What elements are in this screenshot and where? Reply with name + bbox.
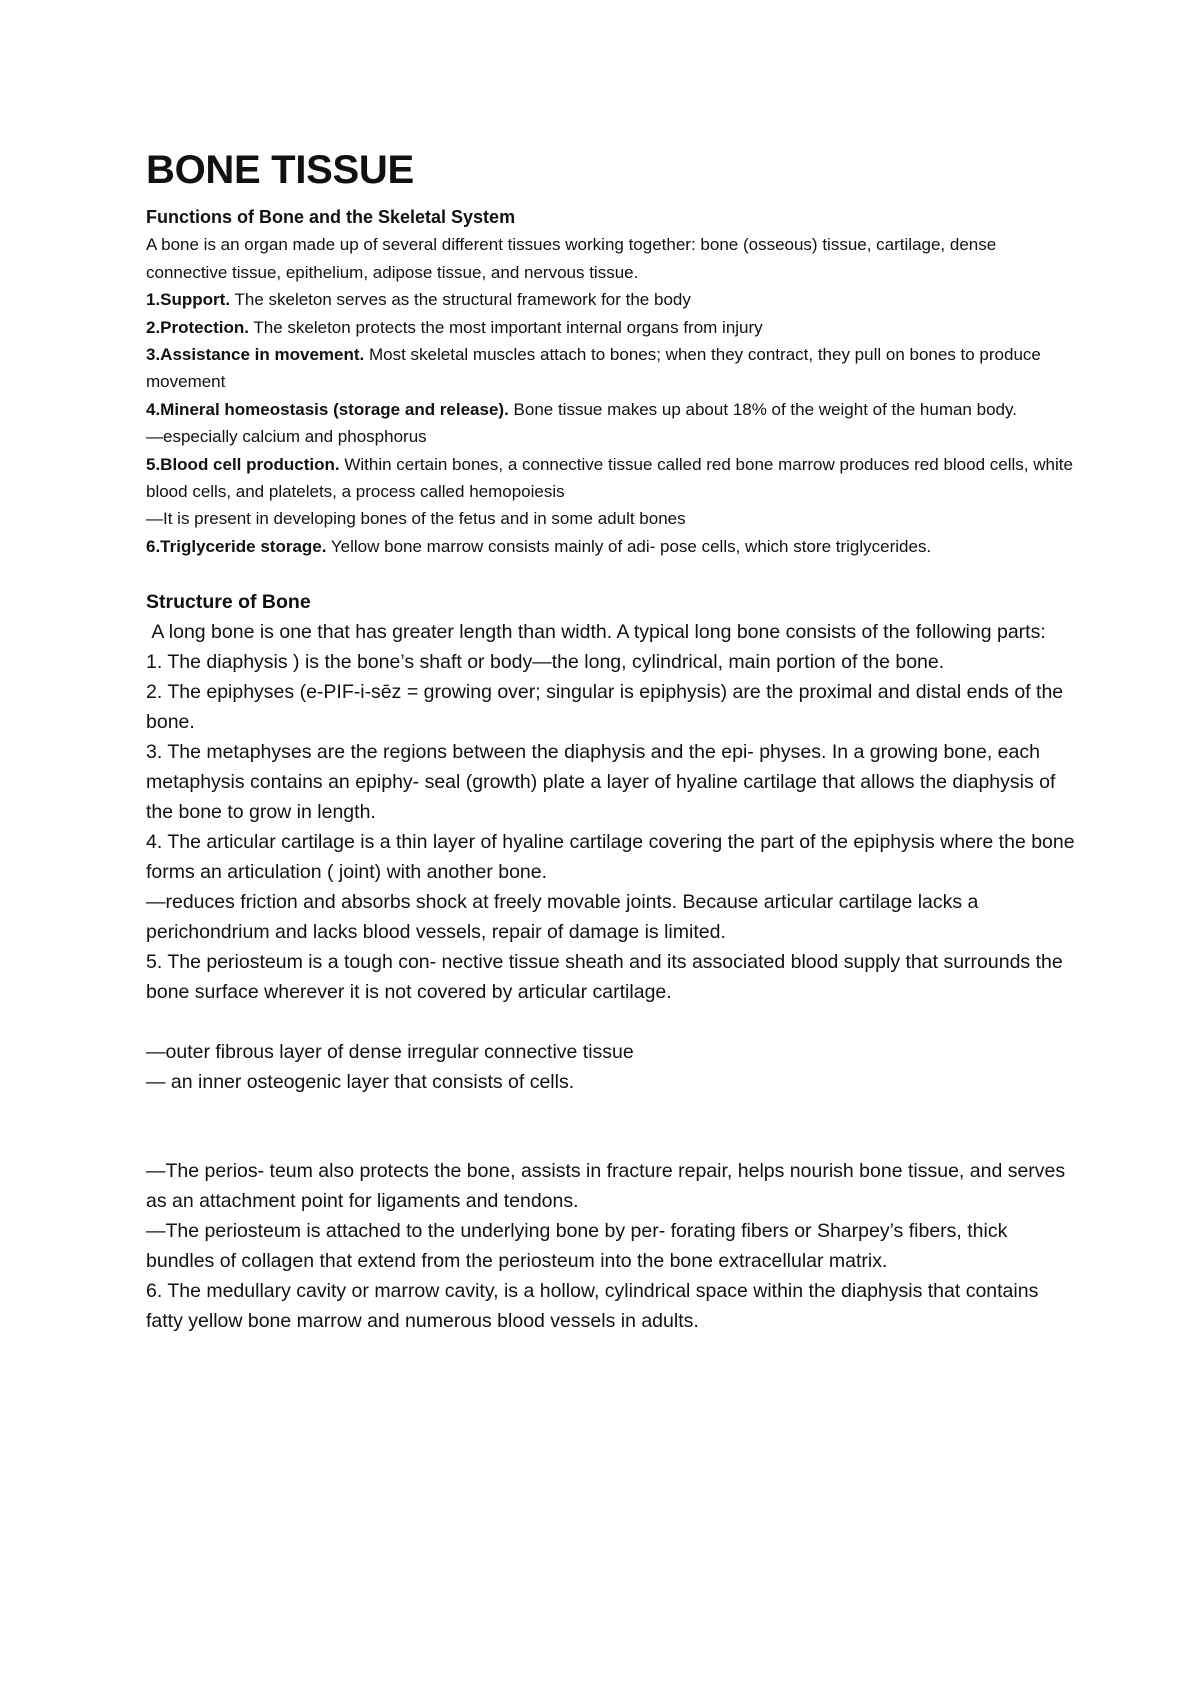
function-item-label: 4.Mineral homeostasis (storage and release). [146, 399, 509, 419]
function-item-text: Bone tissue makes up about 18% of the weight of the human body. [508, 399, 1017, 419]
blank-line [146, 1007, 1076, 1037]
function-note [146, 423, 1076, 450]
document-page [146, 150, 1076, 1336]
structure-paragraph: 3. The metaphyses are the regions between the diaphysis and the epi- physes. In a growing bone, each metaphysis contains an epiphy- seal (growth) plate a layer of hyaline cartilage that allows the diaphysis of the bone to grow in length. [146, 741, 1056, 824]
function-item-text: The skeleton serves as the structural framework for the body [230, 290, 691, 310]
structure-paragraph: 4. The articular cartilage is a thin layer of hyaline cartilage covering the part of the epiphysis where the bone forms an articulation ( joint) with another bone. [146, 831, 1075, 884]
function-item-label: 1.Support. [146, 290, 231, 310]
function-item-label: 6.Triglyceride storage. [146, 536, 327, 556]
function-item [146, 341, 1076, 396]
page-title: BONE TISSUE [146, 148, 414, 192]
structure-paragraph: 1. The diaphysis ) is the bone’s shaft or body—the long, cylindrical, main portion of the bone. [146, 651, 945, 674]
function-note [146, 505, 1076, 532]
periosteum-layer: —outer fibrous layer of dense irregular connective tissue [146, 1041, 634, 1064]
function-item-label: 5.Blood cell production. [146, 454, 340, 474]
structure-paragraph: —The periosteum is attached to the underlying bone by per- forating fibers or Sharpey’s fibers, thick bundles of collagen that extend from the periosteum into the bone extracellular matrix. [146, 1220, 1008, 1273]
function-item [146, 451, 1076, 506]
function-note-text: —especially calcium and phosphorus [146, 427, 427, 447]
functions-intro: A bone is an organ made up of several different tissues working together: bone (osseous) tissue, cartilage, dense connective tissue, epithelium, adipose tissue, and nervous tissue. [146, 235, 997, 282]
structure-paragraph: 5. The periosteum is a tough con- nective tissue sheath and its associated blood supply that surrounds the bone surface wherever it is not covered by articular cartilage. [146, 951, 1063, 1004]
function-item-label: 3.Assistance in movement. [146, 345, 365, 365]
structure-paragraph: A long bone is one that has greater length than width. A typical long bone consists of the following parts: [146, 621, 1046, 644]
structure-paragraph: 2. The epiphyses (e-PIF-i-sēz = growing over; singular is epiphysis) are the proximal and distal ends of the bone. [146, 681, 1064, 734]
structure-paragraph: —The perios- teum also protects the bone, assists in fracture repair, helps nourish bone tissue, and serves as an attachment point for ligaments and tendons. [146, 1160, 1066, 1213]
function-item [146, 396, 1076, 423]
function-item [146, 314, 1076, 341]
function-item [146, 533, 1076, 560]
function-item [146, 286, 1076, 313]
blank-line [146, 1097, 1076, 1156]
function-item-text: Yellow bone marrow consists mainly of adi- pose cells, which store triglycerides. [326, 536, 932, 556]
function-note-text: —It is present in developing bones of the fetus and in some adult bones [146, 509, 686, 529]
function-item-text: Most skeletal muscles attach to bones; when they contract, they pull on bones to produce movement [146, 345, 1041, 392]
structure-heading: Structure of Bone [146, 591, 311, 614]
functions-heading: Functions of Bone and the Skeletal System [146, 207, 516, 227]
function-item-label: 2.Protection. [146, 317, 249, 337]
structure-paragraph: 6. The medullary cavity or marrow cavity, is a hollow, cylindrical space within the diaphysis that contains fatty yellow bone marrow and numerous blood vessels in adults. [146, 1280, 1039, 1333]
function-item-text: The skeleton protects the most important internal organs from injury [248, 317, 763, 337]
structure-paragraph: —reduces friction and absorbs shock at freely movable joints. Because articular cartilage lacks a perichondrium and lacks blood vessels, repair of damage is limited. [146, 891, 979, 944]
function-item-text: Within certain bones, a connective tissue called red bone marrow produces red blood cells, white blood cells, and platelets, a process called hemopoiesis [146, 454, 1073, 502]
structure-section [146, 587, 1076, 1336]
functions-section [146, 204, 1076, 560]
periosteum-layer: — an inner osteogenic layer that consists of cells. [146, 1071, 575, 1094]
